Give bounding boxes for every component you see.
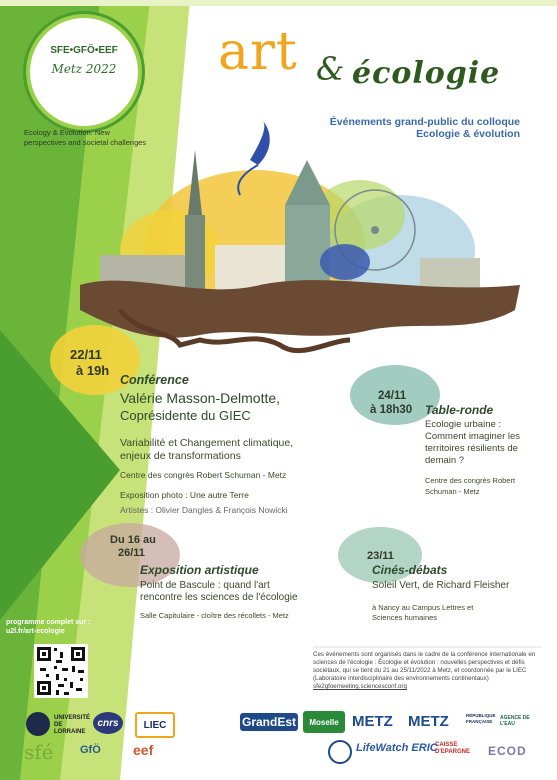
title-art: art xyxy=(218,22,298,82)
event2-date: 24/11 xyxy=(378,390,407,402)
logo-caption: Ecology & Evolution: New perspectives and societal challenges xyxy=(24,128,147,147)
cnrs-logo: cnrs xyxy=(93,712,123,734)
partner-circle-logo xyxy=(328,740,352,764)
qr-code[interactable] xyxy=(34,644,88,698)
event3-line2: rencontre les sciences de l'écologie xyxy=(140,592,298,603)
title-ecologie: écologie xyxy=(352,56,501,91)
event4-film: Soleil Vert, de Richard Fleisher xyxy=(372,580,510,591)
event2-line3: territoires résilients de xyxy=(425,443,518,454)
subtitle-line2: Ecologie & évolution xyxy=(416,128,520,140)
event2-place2: Schuman - Metz xyxy=(425,487,480,496)
program-line1: programme complet sur : xyxy=(6,619,91,626)
logo-line2: Metz 2022 xyxy=(51,62,117,76)
event4-place2: Sciences humaines xyxy=(372,613,438,622)
program-label xyxy=(6,618,90,636)
event4-date: 23/11 xyxy=(367,550,394,562)
moselle-logo: Moselle xyxy=(303,711,345,733)
event1-topic1: Variabilité et Changement climatique, xyxy=(120,437,294,449)
grandest-logo: GrandEst xyxy=(241,715,296,729)
event2-line4: demain ? xyxy=(425,455,465,466)
agence-logo: AGENCE DE L'EAU xyxy=(500,715,530,727)
event3-place: Salle Capitulaire - cloître des récollets - Metz xyxy=(140,611,289,620)
event1-speaker: Valérie Masson-Delmotte, xyxy=(120,390,281,406)
event4-place1: à Nancy au Campus Lettres et xyxy=(372,603,474,612)
ul-logo: UNIVERSITÉ DE LORRAINE xyxy=(54,715,91,735)
subtitle-line1: Événements grand-public du colloque xyxy=(329,116,520,128)
event1-date: 22/11 xyxy=(70,347,102,362)
metz2-logo: METZ xyxy=(408,713,449,730)
program-link[interactable]: u2l.fr/art-ecologie xyxy=(6,628,65,635)
event2-line1: Ecologie urbaine : xyxy=(425,419,502,430)
caisse-logo: CAISSE D'EPARGNE xyxy=(435,742,470,755)
footer-link[interactable]: sfe2gfoemeeting.sciencesconf.org xyxy=(313,683,407,690)
republique-logo: RÉPUBLIQUE FRANÇAISE xyxy=(466,713,496,724)
ecod-logo: ECOD xyxy=(488,744,527,758)
metz1-logo: METZ xyxy=(352,713,393,730)
event3-type: Exposition artistique xyxy=(140,563,259,577)
logo-line1: SFE•GFÖ•EEF xyxy=(50,45,118,56)
event2-place1: Centre des congrès Robert xyxy=(425,476,516,485)
event1-role: Coprésidente du GIEC xyxy=(120,408,251,423)
event2-time: à 18h30 xyxy=(370,404,413,416)
event3-date2: 26/11 xyxy=(118,547,145,559)
event1-type: Conférence xyxy=(120,373,189,387)
event1-place: Centre des congrès Robert Schuman - Metz xyxy=(120,470,287,480)
title-ampersand: & xyxy=(316,50,345,88)
event2-line2: Comment imaginer les xyxy=(425,431,521,442)
subtitle xyxy=(290,116,520,140)
event1-topic2: enjeux de transformations xyxy=(120,450,241,462)
footer-note xyxy=(313,651,541,691)
gfo-logo: GfÖ xyxy=(80,744,101,756)
event2-type: Table-ronde xyxy=(425,403,494,417)
event3-date1: Du 16 au xyxy=(110,534,156,546)
sfe-logo: sfé xyxy=(24,740,54,764)
event1-time: à 19h xyxy=(76,363,110,378)
footer-note-text: Ces événements sont organisés dans le cadre de la conférence internationale en sciences de l'écologie : Écologie et évolution : nouvelles perspectives et défis sociétaux, qui se tient du 21 au 25/11/2022 à Metz, et coordonnée par le LIEC (Laboratoire interdisciplinaire des environnements continentaux) xyxy=(313,651,536,682)
event1-artists: Artistes : Olivier Dangles & François Nowicki xyxy=(120,505,288,515)
event1-photo: Exposition photo : Une autre Terre xyxy=(120,490,249,500)
liec-logo: LIEC xyxy=(135,712,175,738)
ul-logo-mark xyxy=(26,712,50,736)
lifewatch-logo: LifeWatch ERIC xyxy=(356,742,438,754)
event3-line1: Point de Bascule : quand l'art xyxy=(140,580,270,591)
event4-type: Cinés-débats xyxy=(372,563,448,577)
eef-logo: eef xyxy=(133,742,154,758)
